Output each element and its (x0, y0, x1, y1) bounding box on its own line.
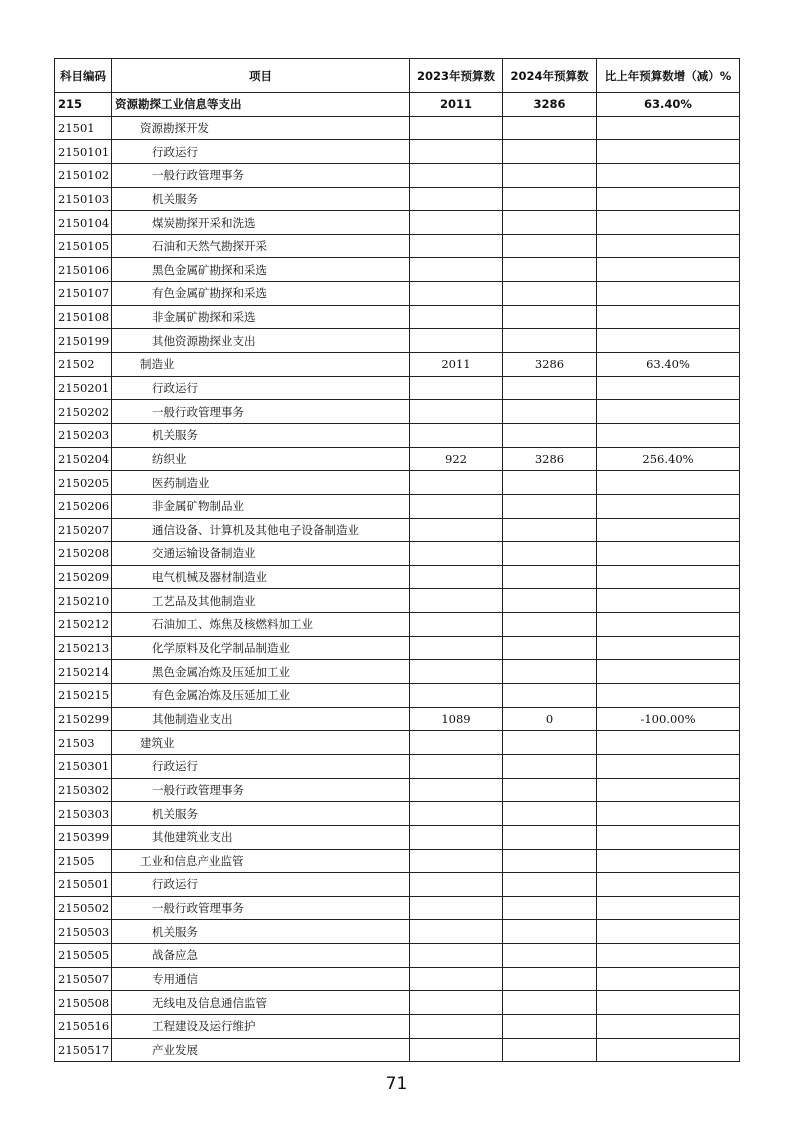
row-change (597, 636, 740, 660)
row-budget-2024 (503, 305, 597, 329)
table-row (55, 258, 740, 282)
row-budget-2024 (503, 234, 597, 258)
row-change (597, 731, 740, 755)
row-name: 战备应急 (112, 944, 410, 968)
row-code: 2150206 (55, 494, 112, 518)
row-budget-2024 (503, 967, 597, 991)
row-code: 2150213 (55, 636, 112, 660)
row-code: 21502 (55, 353, 112, 377)
row-name: 通信设备、计算机及其他电子设备制造业 (112, 518, 410, 542)
row-change: 63.40% (597, 353, 740, 377)
row-code: 2150503 (55, 920, 112, 944)
row-name: 石油和天然气勘探开采 (112, 234, 410, 258)
row-code: 2150212 (55, 613, 112, 637)
row-budget-2023 (410, 1014, 503, 1038)
row-budget-2023 (410, 967, 503, 991)
row-code: 2150103 (55, 187, 112, 211)
row-name: 资源勘探开发 (112, 116, 410, 140)
row-budget-2023 (410, 187, 503, 211)
row-name: 石油加工、炼焦及核燃料加工业 (112, 613, 410, 637)
row-change (597, 778, 740, 802)
row-budget-2023 (410, 589, 503, 613)
row-budget-2024 (503, 565, 597, 589)
row-name: 医药制造业 (112, 471, 410, 495)
row-budget-2024 (503, 991, 597, 1015)
row-budget-2024 (503, 471, 597, 495)
row-code: 2150101 (55, 140, 112, 164)
header-budget-2023: 2023年预算数 (410, 59, 503, 93)
row-name: 产业发展 (112, 1038, 410, 1062)
row-change (597, 967, 740, 991)
row-budget-2023 (410, 1038, 503, 1062)
row-code: 2150516 (55, 1014, 112, 1038)
row-budget-2023 (410, 234, 503, 258)
row-name: 电气机械及器材制造业 (112, 565, 410, 589)
table-row (55, 353, 740, 377)
row-code: 21501 (55, 116, 112, 140)
table-row (55, 849, 740, 873)
row-change (597, 140, 740, 164)
row-change (597, 494, 740, 518)
row-name: 工程建设及运行维护 (112, 1014, 410, 1038)
row-budget-2024 (503, 140, 597, 164)
table-row (55, 778, 740, 802)
row-budget-2023 (410, 163, 503, 187)
header-item: 项目 (112, 59, 410, 93)
table-row (55, 967, 740, 991)
row-budget-2024 (503, 825, 597, 849)
row-change (597, 518, 740, 542)
header-budget-2024: 2024年预算数 (503, 59, 597, 93)
row-name: 机关服务 (112, 802, 410, 826)
row-budget-2024 (503, 329, 597, 353)
table-row (55, 1038, 740, 1062)
table-row (55, 991, 740, 1015)
row-code: 2150210 (55, 589, 112, 613)
table-row (55, 471, 740, 495)
table-row (55, 282, 740, 306)
row-name: 有色金属矿勘探和采选 (112, 282, 410, 306)
row-name: 有色金属冶炼及压延加工业 (112, 684, 410, 708)
row-budget-2024 (503, 778, 597, 802)
table-row (55, 613, 740, 637)
row-budget-2024 (503, 754, 597, 778)
row-budget-2024 (503, 376, 597, 400)
row-budget-2023 (410, 849, 503, 873)
row-budget-2023 (410, 660, 503, 684)
row-budget-2023 (410, 778, 503, 802)
row-budget-2024 (503, 494, 597, 518)
row-budget-2023 (410, 565, 503, 589)
table-row (55, 660, 740, 684)
row-budget-2024: 3286 (503, 93, 597, 117)
row-budget-2023 (410, 636, 503, 660)
row-change (597, 163, 740, 187)
row-name: 机关服务 (112, 920, 410, 944)
budget-table (54, 58, 740, 1062)
row-name: 建筑业 (112, 731, 410, 755)
row-change (597, 400, 740, 424)
table-row (55, 518, 740, 542)
row-name: 专用通信 (112, 967, 410, 991)
table-row (55, 754, 740, 778)
row-budget-2024 (503, 589, 597, 613)
page-number: 71 (385, 1074, 408, 1094)
row-budget-2024 (503, 1038, 597, 1062)
table-row (55, 565, 740, 589)
row-budget-2023 (410, 400, 503, 424)
row-change (597, 920, 740, 944)
row-budget-2023 (410, 282, 503, 306)
row-budget-2023 (410, 613, 503, 637)
row-budget-2023 (410, 873, 503, 897)
row-change (597, 613, 740, 637)
row-budget-2024 (503, 116, 597, 140)
row-budget-2024 (503, 873, 597, 897)
row-budget-2024 (503, 660, 597, 684)
header-code: 科目编码 (55, 59, 112, 93)
row-budget-2023: 2011 (410, 93, 503, 117)
table-row (55, 1014, 740, 1038)
row-code: 2150301 (55, 754, 112, 778)
row-code: 2150508 (55, 991, 112, 1015)
row-name: 非金属矿物制品业 (112, 494, 410, 518)
table-row (55, 825, 740, 849)
row-name: 其他建筑业支出 (112, 825, 410, 849)
row-code: 2150205 (55, 471, 112, 495)
row-budget-2023 (410, 211, 503, 235)
row-budget-2024 (503, 1014, 597, 1038)
table-row (55, 873, 740, 897)
row-name: 黑色金属矿勘探和采选 (112, 258, 410, 282)
row-budget-2023 (410, 825, 503, 849)
row-budget-2024 (503, 423, 597, 447)
row-code: 2150299 (55, 707, 112, 731)
row-code: 2150204 (55, 447, 112, 471)
row-budget-2024 (503, 258, 597, 282)
row-name: 纺织业 (112, 447, 410, 471)
row-name: 一般行政管理事务 (112, 163, 410, 187)
row-name: 交通运输设备制造业 (112, 542, 410, 566)
table-row (55, 305, 740, 329)
row-budget-2024: 3286 (503, 447, 597, 471)
row-code: 215 (55, 93, 112, 117)
row-change (597, 991, 740, 1015)
row-change (597, 187, 740, 211)
budget-sheet (54, 58, 740, 1062)
table-row (55, 589, 740, 613)
row-budget-2024 (503, 613, 597, 637)
row-name: 一般行政管理事务 (112, 778, 410, 802)
table-row (55, 542, 740, 566)
row-name: 资源勘探工业信息等支出 (112, 93, 410, 117)
row-change (597, 825, 740, 849)
row-name: 行政运行 (112, 754, 410, 778)
row-budget-2023 (410, 518, 503, 542)
row-change (597, 873, 740, 897)
row-name: 行政运行 (112, 140, 410, 164)
table-body (55, 93, 740, 1062)
row-change (597, 896, 740, 920)
row-code: 2150105 (55, 234, 112, 258)
row-change (597, 542, 740, 566)
row-change (597, 1038, 740, 1062)
row-change (597, 802, 740, 826)
row-name: 制造业 (112, 353, 410, 377)
row-budget-2024 (503, 731, 597, 755)
row-change (597, 282, 740, 306)
row-change (597, 258, 740, 282)
row-budget-2023 (410, 329, 503, 353)
row-code: 2150208 (55, 542, 112, 566)
row-budget-2024 (503, 187, 597, 211)
row-code: 2150102 (55, 163, 112, 187)
table-row (55, 400, 740, 424)
row-budget-2023 (410, 423, 503, 447)
row-budget-2023 (410, 731, 503, 755)
row-change: 256.40% (597, 447, 740, 471)
row-code: 21505 (55, 849, 112, 873)
row-budget-2023: 922 (410, 447, 503, 471)
table-row (55, 494, 740, 518)
row-name: 行政运行 (112, 873, 410, 897)
row-code: 2150214 (55, 660, 112, 684)
row-budget-2023 (410, 494, 503, 518)
table-header-row (55, 59, 740, 93)
row-code: 2150199 (55, 329, 112, 353)
row-code: 2150502 (55, 896, 112, 920)
row-name: 工艺品及其他制造业 (112, 589, 410, 613)
header-change: 比上年预算数增（减）% (597, 59, 740, 93)
row-budget-2023 (410, 684, 503, 708)
table-row (55, 684, 740, 708)
table-row (55, 116, 740, 140)
row-budget-2023 (410, 376, 503, 400)
row-budget-2024 (503, 282, 597, 306)
row-code: 2150303 (55, 802, 112, 826)
row-budget-2023: 1089 (410, 707, 503, 731)
table-row (55, 707, 740, 731)
row-code: 2150202 (55, 400, 112, 424)
row-change (597, 660, 740, 684)
row-change (597, 376, 740, 400)
row-change: -100.00% (597, 707, 740, 731)
table-row (55, 163, 740, 187)
row-budget-2024 (503, 896, 597, 920)
row-budget-2023 (410, 991, 503, 1015)
row-change (597, 754, 740, 778)
row-budget-2024: 3286 (503, 353, 597, 377)
row-budget-2023 (410, 944, 503, 968)
row-name: 黑色金属冶炼及压延加工业 (112, 660, 410, 684)
row-code: 2150107 (55, 282, 112, 306)
row-change (597, 684, 740, 708)
row-budget-2024 (503, 849, 597, 873)
row-budget-2023 (410, 305, 503, 329)
table-row (55, 636, 740, 660)
table-row (55, 447, 740, 471)
table-row (55, 376, 740, 400)
row-budget-2024 (503, 542, 597, 566)
row-budget-2024 (503, 802, 597, 826)
row-budget-2023 (410, 542, 503, 566)
row-code: 2150215 (55, 684, 112, 708)
row-code: 2150505 (55, 944, 112, 968)
row-name: 一般行政管理事务 (112, 896, 410, 920)
table-row (55, 140, 740, 164)
row-code: 2150399 (55, 825, 112, 849)
row-name: 非金属矿勘探和采选 (112, 305, 410, 329)
row-budget-2023 (410, 754, 503, 778)
row-budget-2024 (503, 684, 597, 708)
row-change (597, 423, 740, 447)
row-change (597, 234, 740, 258)
row-name: 工业和信息产业监管 (112, 849, 410, 873)
table-row (55, 896, 740, 920)
row-change (597, 849, 740, 873)
row-name: 行政运行 (112, 376, 410, 400)
row-code: 2150507 (55, 967, 112, 991)
row-change (597, 211, 740, 235)
table-row (55, 187, 740, 211)
row-change (597, 471, 740, 495)
row-code: 2150106 (55, 258, 112, 282)
table-row (55, 93, 740, 117)
row-code: 2150201 (55, 376, 112, 400)
row-budget-2024: 0 (503, 707, 597, 731)
row-name: 无线电及信息通信监管 (112, 991, 410, 1015)
row-change (597, 944, 740, 968)
row-budget-2024 (503, 518, 597, 542)
row-code: 2150108 (55, 305, 112, 329)
row-budget-2023 (410, 802, 503, 826)
table-row (55, 920, 740, 944)
table-row (55, 423, 740, 447)
row-budget-2024 (503, 636, 597, 660)
row-name: 其他资源勘探业支出 (112, 329, 410, 353)
row-budget-2023: 2011 (410, 353, 503, 377)
row-budget-2024 (503, 163, 597, 187)
row-budget-2023 (410, 471, 503, 495)
row-code: 2150302 (55, 778, 112, 802)
table-row (55, 731, 740, 755)
row-budget-2024 (503, 944, 597, 968)
row-change (597, 589, 740, 613)
row-change (597, 565, 740, 589)
row-name: 一般行政管理事务 (112, 400, 410, 424)
row-code: 2150207 (55, 518, 112, 542)
row-name: 其他制造业支出 (112, 707, 410, 731)
table-row (55, 234, 740, 258)
table-row (55, 944, 740, 968)
row-code: 2150203 (55, 423, 112, 447)
row-budget-2023 (410, 116, 503, 140)
row-change (597, 116, 740, 140)
row-budget-2023 (410, 920, 503, 944)
row-code: 2150517 (55, 1038, 112, 1062)
row-code: 21503 (55, 731, 112, 755)
row-name: 化学原料及化学制品制造业 (112, 636, 410, 660)
row-budget-2023 (410, 896, 503, 920)
row-change (597, 305, 740, 329)
row-name: 煤炭勘探开采和洗选 (112, 211, 410, 235)
row-budget-2023 (410, 140, 503, 164)
row-code: 2150209 (55, 565, 112, 589)
table-row (55, 211, 740, 235)
row-budget-2023 (410, 258, 503, 282)
row-change (597, 329, 740, 353)
row-name: 机关服务 (112, 423, 410, 447)
row-budget-2024 (503, 211, 597, 235)
table-row (55, 802, 740, 826)
table-row (55, 329, 740, 353)
row-name: 机关服务 (112, 187, 410, 211)
row-change (597, 1014, 740, 1038)
row-code: 2150501 (55, 873, 112, 897)
row-change: 63.40% (597, 93, 740, 117)
row-budget-2024 (503, 400, 597, 424)
row-code: 2150104 (55, 211, 112, 235)
row-budget-2024 (503, 920, 597, 944)
